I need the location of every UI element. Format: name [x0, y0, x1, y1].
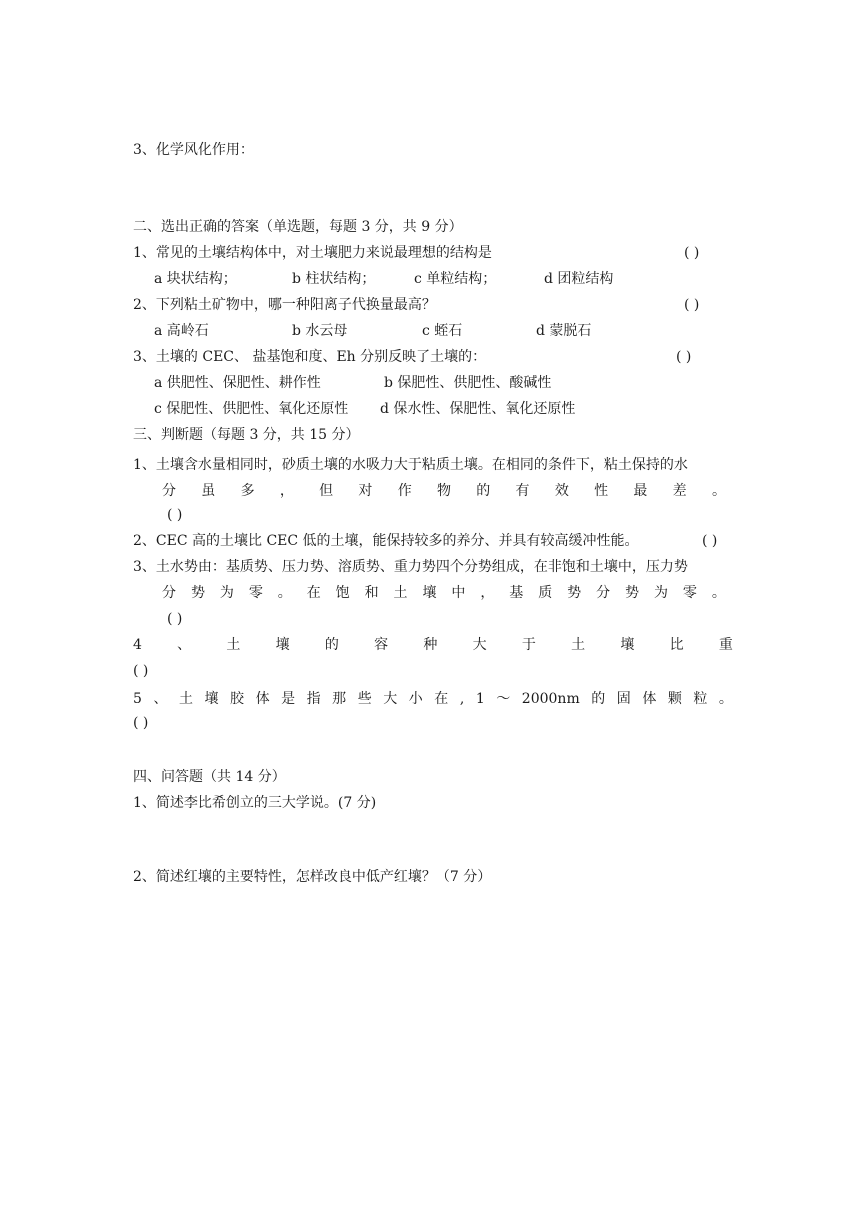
justified-char: 质	[538, 585, 553, 601]
justified-char: 零	[682, 585, 697, 601]
justified-char: 中	[451, 585, 466, 601]
justified-char: ，	[480, 585, 495, 601]
option-d: d 团粒结构	[544, 271, 614, 287]
justified-char: 2000nm	[521, 691, 580, 707]
justified-char: 壤	[275, 637, 290, 653]
justified-char: 大	[472, 637, 487, 653]
justified-char: 是	[281, 691, 296, 707]
section-3-title: 三、判断题（每题 3 分，共 15 分）	[133, 427, 360, 443]
tf-q1-line1: 1、土壤含水量相同时，砂质土壤的水吸力大于粘质土壤。在相同的条件下，粘土保持的水	[133, 457, 688, 473]
justified-char: 容	[374, 637, 389, 653]
essay-q2: 2、简述红壤的主要特性，怎样改良中低产红壤？（7 分）	[133, 869, 492, 885]
option-b: b 柱状结构；	[292, 271, 376, 287]
justified-char: 那	[332, 691, 347, 707]
justified-char: 。	[277, 585, 292, 601]
justified-char: 4	[133, 637, 142, 653]
justified-char: 在	[306, 585, 321, 601]
justified-char: 些	[357, 691, 372, 707]
mc-q3-stem: 3、土壤的 CEC、 盐基饱和度、Eh 分别反映了土壤的：	[133, 349, 487, 365]
tf-q4-answer-blank: ( )	[133, 663, 149, 679]
option-b: b 保肥性、供肥性、酸碱性	[384, 375, 552, 391]
tf-q2: 2、CEC 高的土壤比 CEC 低的土壤，能保持较多的养分、并具有较高缓冲性能。	[133, 533, 639, 549]
justified-char: 土	[178, 691, 193, 707]
mc-q3-options-row1	[154, 374, 551, 392]
justified-char: 颗	[667, 691, 682, 707]
justified-char: 、	[153, 691, 168, 707]
justified-char: ～	[496, 691, 511, 707]
option-c: c 单粒结构；	[414, 271, 497, 287]
justified-char: 差	[672, 483, 687, 499]
justified-char: 胶	[230, 691, 245, 707]
justified-char: 作	[397, 483, 412, 499]
justified-char: 势	[567, 585, 582, 601]
tf-q3-line2	[162, 584, 726, 602]
justified-char: 在	[434, 691, 449, 707]
justified-char: 于	[521, 637, 536, 653]
mc-q1-answer-blank: ( )	[684, 245, 700, 261]
justified-char: 分	[162, 585, 176, 601]
option-c: c 保肥性、供肥性、氧化还原性	[154, 401, 349, 417]
tf-q1-line2	[162, 482, 726, 500]
justified-char: 体	[255, 691, 270, 707]
option-c: c 蛭石	[422, 323, 463, 339]
justified-char: 粒	[693, 691, 708, 707]
justified-char: 为	[653, 585, 668, 601]
essay-q1: 1、简述李比希创立的三大学说。(7 分)	[133, 795, 377, 811]
justified-char: 的	[324, 637, 339, 653]
justified-char: ，	[279, 483, 294, 499]
justified-char: 重	[718, 637, 733, 653]
justified-char: 性	[594, 483, 609, 499]
justified-char: 为	[219, 585, 234, 601]
mc-q2-answer-blank: ( )	[684, 297, 700, 313]
justified-char: 壤	[204, 691, 219, 707]
justified-char: 指	[306, 691, 321, 707]
justified-char: 但	[319, 483, 334, 499]
justified-char: 土	[393, 585, 408, 601]
chemical-weathering-question: 3、化学风化作用：	[133, 142, 254, 158]
justified-char: 势	[190, 585, 205, 601]
justified-char: 壤	[422, 585, 437, 601]
section-4-title: 四、问答题（共 14 分）	[133, 769, 286, 785]
justified-char: 物	[436, 483, 451, 499]
justified-char: 大	[383, 691, 398, 707]
tf-q5-answer-blank: ( )	[133, 715, 149, 731]
justified-char: 壤	[620, 637, 635, 653]
justified-char: 、	[177, 637, 192, 653]
mc-q3-answer-blank: ( )	[676, 349, 692, 365]
justified-char: 有	[515, 483, 530, 499]
justified-char: 的	[591, 691, 606, 707]
justified-char: 种	[423, 637, 438, 653]
justified-char: 。	[711, 483, 726, 499]
justified-char: 势	[625, 585, 639, 601]
justified-char: 最	[633, 483, 648, 499]
option-b: b 水云母	[292, 323, 348, 339]
justified-char: 。	[718, 691, 733, 707]
tf-q3-line1: 3、土水势由：基质势、压力势、溶质势、重力势四个分势组成，在非饱和土壤中，压力势	[133, 559, 688, 575]
justified-char: 土	[226, 637, 241, 653]
justified-char: 小	[408, 691, 423, 707]
justified-char: 多	[240, 483, 255, 499]
section-2-title: 二、选出正确的答案（单选题，每题 3 分，共 9 分）	[133, 219, 463, 235]
justified-char: 分	[162, 483, 176, 499]
justified-char: 体	[642, 691, 657, 707]
tf-q2-answer-blank: ( )	[702, 533, 718, 549]
justified-char: 基	[509, 585, 524, 601]
justified-char: 比	[669, 637, 684, 653]
justified-char: 和	[364, 585, 379, 601]
mc-q1-stem: 1、常见的土壤结构体中，对土壤肥力来说最理想的结构是	[133, 245, 492, 261]
justified-char: 效	[554, 483, 569, 499]
tf-q3-answer-blank: ( )	[167, 611, 183, 627]
justified-char: ,	[459, 691, 465, 707]
mc-q3-options-row2	[154, 400, 575, 418]
tf-q5-line1	[133, 690, 733, 708]
justified-char: 土	[571, 637, 586, 653]
option-a: a 高岭石	[154, 323, 209, 339]
mc-q1-options	[154, 270, 613, 288]
option-a: a 供肥性、保肥性、耕作性	[154, 375, 321, 391]
justified-char: 。	[711, 585, 726, 601]
option-d: d 保水性、保肥性、氧化还原性	[380, 401, 576, 417]
justified-char: 的	[476, 483, 491, 499]
justified-char: 虽	[201, 483, 216, 499]
mc-q2-options	[154, 322, 591, 340]
tf-q1-answer-blank: ( )	[167, 507, 183, 523]
tf-q4-line1	[133, 636, 733, 654]
justified-char: 饱	[335, 585, 350, 601]
option-d: d 蒙脱石	[536, 323, 592, 339]
mc-q2-stem: 2、下列粘土矿物中，哪一种阳离子代换量最高？	[133, 297, 436, 313]
justified-char: 5	[133, 691, 142, 707]
justified-char: 固	[616, 691, 631, 707]
option-a: a 块状结构；	[154, 271, 237, 287]
justified-char: 对	[358, 483, 373, 499]
justified-char: 零	[248, 585, 263, 601]
justified-char: 分	[596, 585, 611, 601]
justified-char: 1	[475, 691, 485, 707]
